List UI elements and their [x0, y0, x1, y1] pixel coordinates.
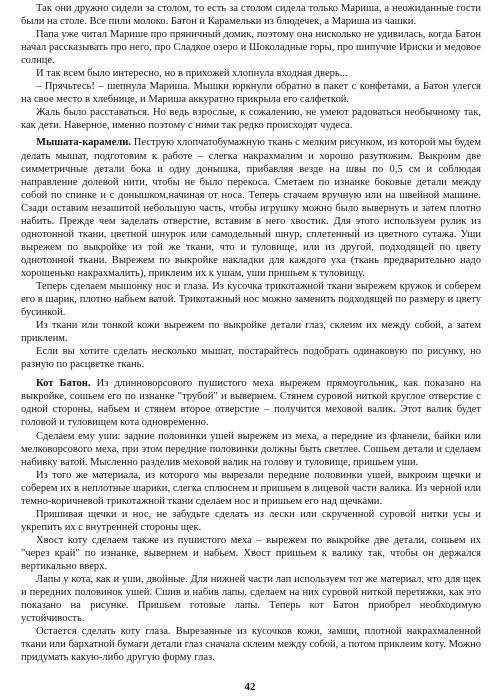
cat-paragraph: Из длинноворсового пушистого меха вырежем прямоугольник, как показано на выкройке, сошьем его по изнанке "трубой" и вывернем. Стянем суровой ниткой круглое отверстие с одной стороны, набьем и стянем второе отверстие – получится меховой валик. Этот валик будет головой и туловищем кота одновременно.	[21, 378, 482, 429]
cat-paragraph: Хвост коту сделаем также из пушистого меха – вырежем по выкройке две детали, сошьем их "через край" по изнанке, вывернем и набьем. Хвост пришьем к валику так, чтобы он держался вертикально вверх.	[21, 534, 481, 572]
intro-paragraph: – Прячьтесь! – шепнула Мариша. Мышки юркнули обратно в пакет с конфетами, а Батон улегся на свое место в хлебнице, и Мариша аккуратно прикрыла его салфеткой.	[21, 81, 481, 106]
intro-paragraph: Жаль было расставаться. Но ведь взрослые, к сожалению, не умеют радоваться необычному так, как дети. Наверное, именно поэтому с ними так редко происходят чудеса.	[21, 107, 481, 132]
intro-paragraph: И так всем было интересно, но в прихожей хлопнула входная дверь...	[36, 68, 348, 80]
mouse-paragraph: Если вы хотите сделать несколько мышат, постарайтесь подобрать одинаковую по рисунку, но разную по расцветке ткань.	[21, 346, 481, 371]
cat-paragraph: Сделаем ему уши: задние половинки ушей вырежем из меха, а передние из фланели, байки или мелковорсового меха, при этом передние половинки должны быть светлее. Сошьем детали и сделаем набивку ватой. Мысленно разделив меховой валик на голову и туловище, пришьем уши.	[21, 430, 481, 468]
mouse-heading: Мышата-карамели.	[36, 137, 132, 149]
mouse-paragraph: Теперь сделаем мышонку нос и глаза. Из кусочка трикотажной ткани вырежем кружок и соберем его в шарик, плотно набьем ватой. Трикотажный нос можно заменить подходящей по размеру и цвету бусинкой.	[21, 280, 481, 319]
cat-paragraph: Лапы у кота, как и уши, двойные. Для нижней части лап используем тот же материал, что для щек и передних половинок ушей. Сшив и набив лапы, сделаем на них суровой ниткой перетяжки, как это показано на рисунке. Пришьем готовые лапы. Теперь кот Батон приобрел необходимую устойчивость.	[21, 574, 481, 625]
intro-paragraph: Папа уже читал Марише про пряничный домик, поэтому она нисколько не удивилась, когда Батон начал рассказывать про него, про Сладкое озеро и Шоколадные горы, про шипучие Ириски и медовое солнце.	[21, 29, 481, 67]
mouse-paragraph: Из ткани или тонкой кожи вырежем по выкройке детали глаз, склеим их между собой, а затем приклеим.	[21, 320, 481, 345]
cat-heading: Кот Батон.	[36, 378, 91, 390]
mouse-paragraph: Пеструю хлопчатобумажную ткань с мелким рисунком, из которой мы будем делать мышат, подготовим к работе – слегка накрахмалим и хорошо разутюжим. Выкроим две симметричные детали бока и одну донышка, прибавляя везде на швы по 0,5 см и соблюдая направление долевой нити, чтобы не было перекоса. Сметаем по изнанке боковые детали между собой по спинке и с донышком,начиная от носа. Теперь стачаем вручную или на швейной машине. Сзади оставим незашитой небольшую часть, чтобы игрушку можно было вывернуть и затем плотно набить. Прежде чем заделать отверстие, вставим в него хвостик. Для этого используем рулик из однотонной ткани, цветной шнурок или самодельный шнур, сплетенный из цветного сутажа. Уши вырежем по выкройке из той же ткани, что и туловище, или из другой, подходящей по цвету однотонной ткани. Вырежем по выкройке накладки для каждого уха (ткань предварительно надо хорошенько накрахмалить), приклеим их к ушам, уши пришьем к туловищу.	[21, 137, 481, 279]
mouse-instructions	[21, 136, 481, 280]
intro-paragraph: Так они дружно сидели за столом, то есть за столом сидела только Мариша, а неожиданные гости были на столе. Все пили молоко. Батон и Карамельки из блюдечек, а Мариша из чашки.	[21, 3, 481, 28]
cat-paragraph: Остается сделать коту глаза. Вырезанные из кусочков кожи, замши, плотной накрахмаленной ткани или бархатной бумаги детали глаз сначала склеим между собой, а потом приклеим коту. Можно придумать какую-либо другую форму глаз.	[21, 626, 481, 664]
cat-paragraph: Пришивая щечки и нос, не забудьте сделать из лески или скрученной суровой нитки усы и укрепить их с внутренней стороны щек.	[21, 508, 481, 533]
cat-paragraph: Из того же материала, из которого мы вырезали передние половинки ушей, выкроим щечки и соберем их в неплотные шарики, слегка сплюснем и пришьем в лицевой части валика. Из черной или темно-коричневой трикотажной ткани сделаем нос и пришьем его над щечками.	[21, 469, 481, 507]
cat-instructions	[21, 377, 481, 429]
text-column	[21, 2, 481, 664]
page-number: 42	[244, 681, 256, 693]
